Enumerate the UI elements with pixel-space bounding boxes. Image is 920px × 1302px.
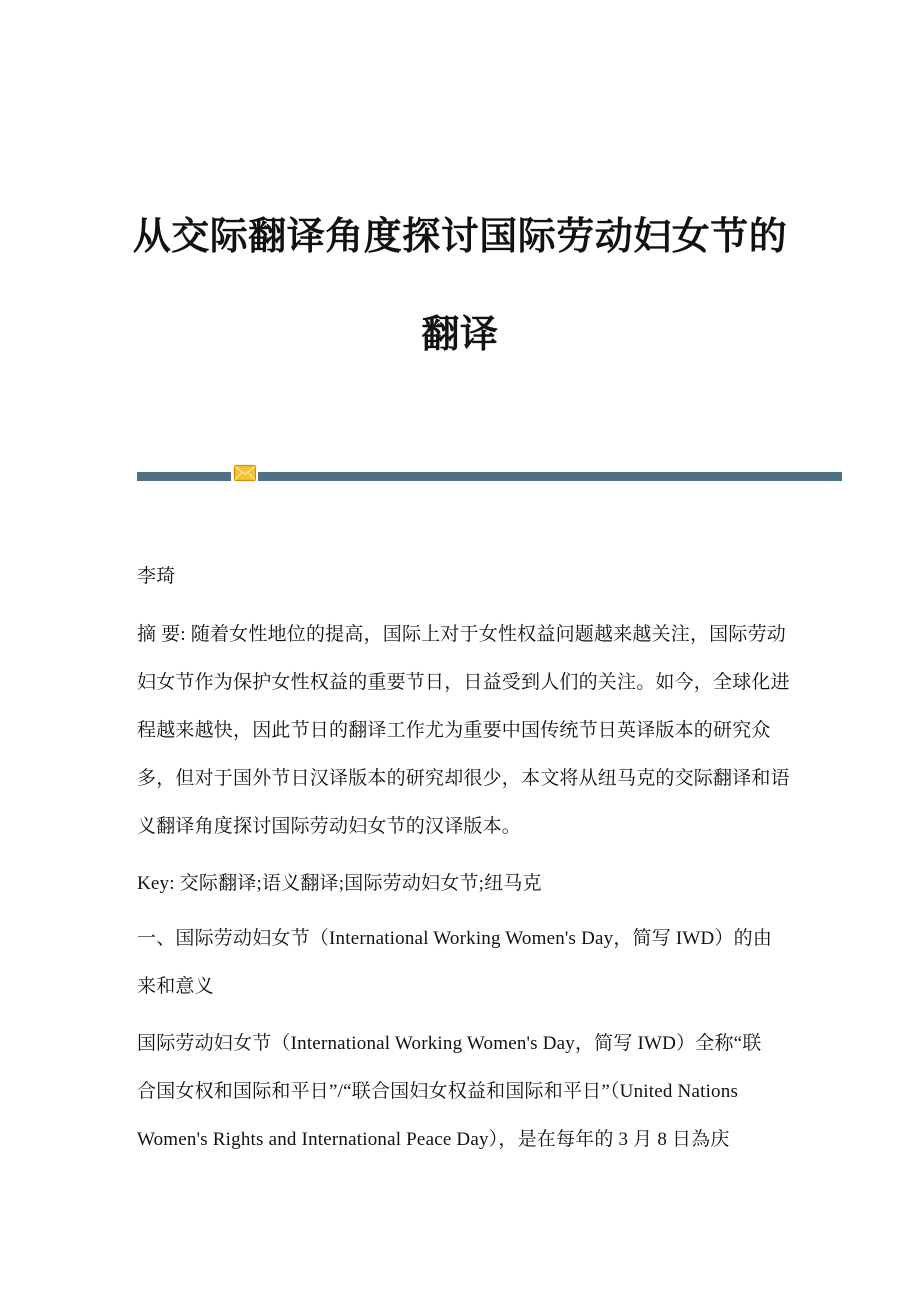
body-paragraph [137, 1020, 797, 1164]
paragraph-line-3: Women's Rights and International Peace Day），是在每年的 3 月 8 日為庆 [137, 1129, 730, 1150]
section-heading-line-2: 来和意义 [137, 976, 214, 997]
abstract-line-2: 妇女节作为保护女性权益的重要节日，日益受到人们的关注。如今，全球化进 [137, 672, 790, 693]
section-heading-line-1: 一、国际劳动妇女节（International Working Women's Day，简写 IWD）的由 [137, 928, 773, 949]
document-title-line-1: 从交际翻译角度探讨国际劳动妇女节的 [132, 216, 788, 258]
abstract-paragraph [137, 611, 797, 851]
document-title-line-2: 翻译 [421, 314, 499, 356]
author-name: 李琦 [137, 566, 176, 587]
paragraph-line-2: 合国女权和国际和平日”/“联合国妇女权益和国际和平日”（United Nations [137, 1081, 739, 1102]
section-heading [137, 915, 797, 1011]
keywords-line: Key: 交际翻译;语义翻译;国际劳动妇女节;纽马克 [137, 873, 542, 894]
divider-bar-left [137, 472, 231, 481]
abstract-line-5: 义翻译角度探讨国际劳动妇女节的汉译版本。 [137, 816, 522, 837]
abstract-line-3: 程越来越快，因此节日的翻译工作尤为重要中国传统节日英译版本的研究众 [137, 720, 771, 741]
paragraph-line-1: 国际劳动妇女节（International Working Women's Day，简写 IWD）全称“联 [137, 1033, 762, 1054]
envelope-icon [233, 462, 257, 483]
divider-bar-right [258, 472, 842, 481]
abstract-line-1: 摘 要: 随着女性地位的提高，国际上对于女性权益问题越来越关注，国际劳动 [137, 624, 786, 645]
abstract-line-4: 多，但对于国外节日汉译版本的研究却很少，本文将从纽马克的交际翻译和语 [137, 768, 790, 789]
